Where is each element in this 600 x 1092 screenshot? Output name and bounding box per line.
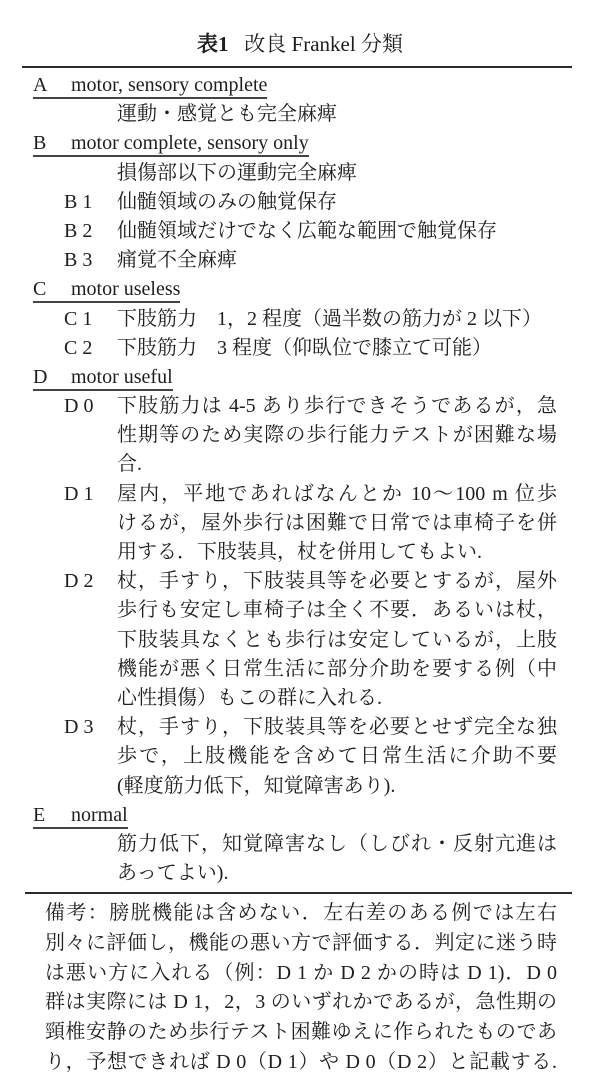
- item-line: [0, 509, 600, 538]
- item-text: 機能が悪く日常生活に部分介助を要する例（中: [117, 657, 557, 680]
- section-heading: [33, 803, 128, 829]
- notes: [45, 899, 557, 1078]
- item-text: 損傷部以下の運動完全麻痺: [117, 161, 357, 184]
- item-line: [0, 188, 600, 217]
- item-line: [0, 246, 600, 275]
- item-text: (軽度筋力低下，知覚障害あり).: [117, 774, 396, 797]
- item-label: B 3: [64, 249, 93, 272]
- section-row: [0, 363, 600, 392]
- item-text: 仙髄領域のみの触覚保存: [117, 190, 337, 213]
- item-text: 下肢筋力は 4-5 あり歩行できそうであるが，急: [117, 395, 557, 418]
- item-line: [0, 334, 600, 363]
- item-line: [0, 421, 600, 450]
- item-text: 用する．下肢装具，杖を併用してもよい.: [117, 541, 482, 563]
- item-line: [0, 159, 600, 188]
- item-line: [0, 713, 600, 742]
- item-label: C 1: [64, 307, 93, 330]
- section-heading: [33, 277, 180, 303]
- item-line: [0, 450, 600, 479]
- section-heading-text: normal: [71, 803, 128, 826]
- note-line: 群は実際には D 1，2，3 のいずれかであるが，急性期の: [45, 991, 557, 1014]
- item-line: [0, 859, 600, 888]
- item-line: [0, 538, 600, 567]
- classification-list: [0, 71, 600, 888]
- item-text: けるが，屋外歩行は困難で日常では車椅子を併: [117, 511, 557, 534]
- section-code: E: [33, 803, 46, 826]
- section-row: [0, 801, 600, 830]
- item-line: [0, 626, 600, 655]
- table-number: 表1: [197, 32, 229, 56]
- item-text: 歩で，上肢機能を含めて日常生活に介助不要: [117, 745, 557, 768]
- note-line: 備考：膀胱機能は含めない．左右差のある例では左右: [45, 902, 557, 924]
- item-text: 下肢装具なくとも歩行は安定しているが，上肢: [117, 628, 557, 651]
- item-text: 杖，手すり，下肢装具等を必要とせず完全な独: [117, 716, 557, 739]
- item-line: [0, 596, 600, 625]
- section-code: A: [33, 74, 48, 96]
- section-heading-text: motor useful: [71, 365, 173, 388]
- item-line: [0, 480, 600, 509]
- item-text: 筋力低下，知覚障害なし（しびれ・反射亢進は: [117, 832, 557, 855]
- section-row: [0, 129, 600, 158]
- section-heading: [33, 73, 267, 99]
- item-line: [0, 305, 600, 334]
- item-text: 下肢筋力 3 程度（仰臥位で膝立て可能）: [117, 336, 492, 359]
- item-label: B 1: [64, 190, 93, 213]
- item-text: 運動・感覚とも完全麻痺: [117, 103, 337, 126]
- bottom-rule: [25, 892, 572, 894]
- item-text: 合.: [117, 453, 142, 476]
- item-label: D 3: [64, 716, 94, 739]
- item-text: 歩行も安定し車椅子は全く不要．あるいは杖，: [117, 599, 557, 622]
- item-line: [0, 655, 600, 684]
- item-line: [0, 684, 600, 713]
- section-code: B: [33, 132, 47, 155]
- item-label: D 0: [64, 395, 94, 418]
- item-label: D 2: [64, 570, 94, 593]
- item-label: D 1: [64, 482, 94, 505]
- section-heading-text: motor, sensory complete: [71, 74, 268, 96]
- item-label: B 2: [64, 219, 93, 242]
- item-label: C 2: [64, 336, 93, 359]
- item-text: 痛覚不全麻痺: [117, 249, 237, 272]
- section-heading: [33, 131, 309, 157]
- item-text: 仙髄領域だけでなく広範な範囲で触覚保存: [117, 219, 497, 242]
- item-line: [0, 217, 600, 246]
- top-rule: [22, 66, 572, 68]
- section-row: [0, 275, 600, 304]
- note-line: り，予想できれば D 0（D 1）や D 0（D 2）と記載する.: [45, 1050, 557, 1073]
- item-text: 下肢筋力 1，2 程度（過半数の筋力が 2 以下）: [117, 307, 542, 330]
- item-line: [0, 772, 600, 801]
- section-code: D: [33, 365, 48, 388]
- table-title: [0, 30, 600, 58]
- note-line: 別々に評価し，機能の悪い方で評価する．判定に迷う時: [45, 931, 557, 954]
- item-line: [0, 742, 600, 771]
- item-text: 性期等のため実際の歩行能力テストが困難な場: [117, 424, 557, 447]
- note-line: 頸椎安静のため歩行テスト困難ゆえに作られたものであ: [45, 1021, 557, 1044]
- note-line: は悪い方に入れる（例：D 1 か D 2 かの時は D 1)．D 0: [45, 961, 557, 984]
- item-text: あってよい).: [117, 862, 229, 885]
- section-code: C: [33, 278, 47, 301]
- table-title-text: 改良 Frankel 分類: [244, 32, 403, 56]
- item-line: [0, 392, 600, 421]
- item-text: 屋内，平地であればなんとか 10〜100 m 位歩: [117, 482, 557, 505]
- section-row: [0, 71, 600, 100]
- section-heading-text: motor useless: [71, 278, 181, 301]
- item-line: [0, 830, 600, 859]
- item-text: 心性損傷）もこの群に入れる.: [117, 686, 382, 709]
- item-text: 杖，手すり，下肢装具等を必要とするが，屋外: [117, 570, 557, 593]
- item-line: [0, 100, 600, 129]
- section-heading-text: motor complete, sensory only: [71, 132, 309, 155]
- item-line: [0, 567, 600, 596]
- section-heading: [33, 365, 173, 391]
